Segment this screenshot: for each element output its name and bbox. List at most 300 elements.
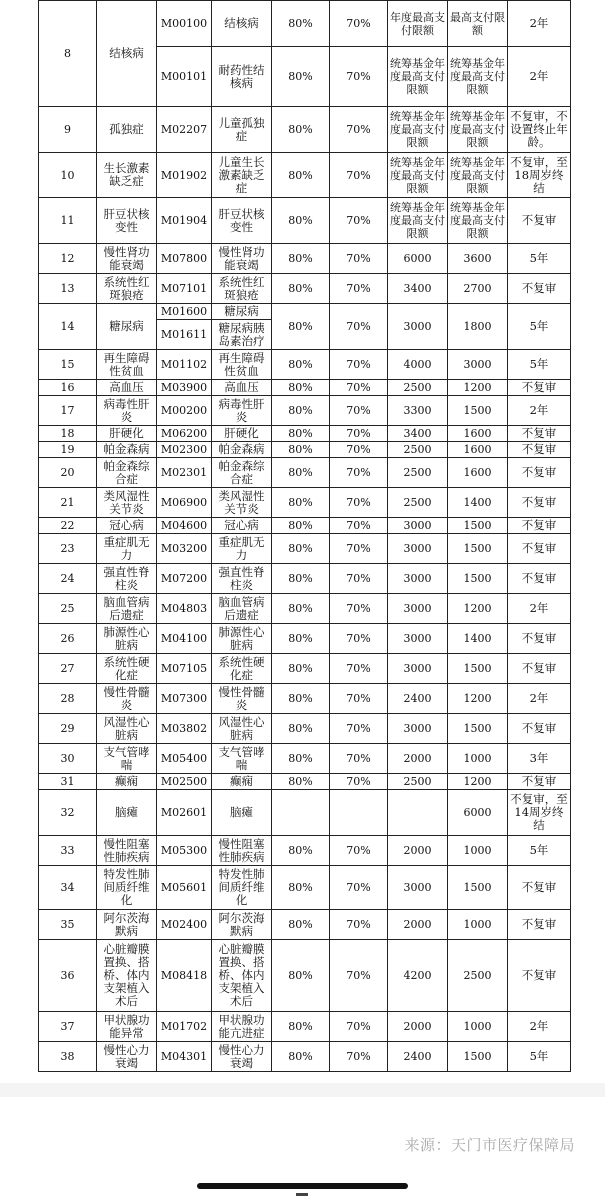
cell-l1: 2500 [388, 442, 448, 458]
cell-r2: 70% [330, 624, 388, 654]
cell-name: 肝豆状核变性 [212, 198, 272, 244]
cell-l2: 1000 [448, 836, 508, 866]
cell-disease: 孤独症 [97, 107, 157, 153]
cell-no: 18 [39, 426, 97, 442]
cell-name: 强直性脊柱炎 [212, 564, 272, 594]
cell-r1: 80% [272, 442, 330, 458]
cell-no: 24 [39, 564, 97, 594]
cell-r2: 70% [330, 744, 388, 774]
cell-r1: 80% [272, 534, 330, 564]
cell-name: 肺源性心脏病 [212, 624, 272, 654]
cell-period: 不复审 [508, 624, 571, 654]
cell-r1: 80% [272, 744, 330, 774]
cell-no: 16 [39, 380, 97, 396]
cell-l1: 3400 [388, 426, 448, 442]
cell-period: 不复审，至14周岁终结 [508, 790, 571, 836]
cell-period: 不复审 [508, 940, 571, 1012]
cell-l1: 3000 [388, 534, 448, 564]
cell-period: 不复审 [508, 198, 571, 244]
cell-name: 支气管哮喘 [212, 744, 272, 774]
bottom-gray-band [0, 1083, 605, 1097]
cell-l1: 2000 [388, 744, 448, 774]
cell-no: 12 [39, 244, 97, 274]
cell-r1: 80% [272, 1042, 330, 1072]
cell-r2: 70% [330, 534, 388, 564]
cell-l2: 1400 [448, 624, 508, 654]
cell-period: 不复审 [508, 458, 571, 488]
cell-r1: 80% [272, 836, 330, 866]
cell-period: 不复审 [508, 442, 571, 458]
cell-period: 3年 [508, 744, 571, 774]
cell-disease: 特发性肺间质纤维化 [97, 866, 157, 910]
cell-r1: 80% [272, 654, 330, 684]
table-row [39, 198, 571, 244]
cell-code: M00100 [157, 1, 212, 47]
cell-disease: 肝豆状核变性 [97, 198, 157, 244]
cell-r2: 70% [330, 836, 388, 866]
cell-code: M07800 [157, 244, 212, 274]
table-row [39, 458, 571, 488]
cell-l2: 统筹基金年度最高支付限额 [448, 198, 508, 244]
table-row [39, 442, 571, 458]
cell-r2: 70% [330, 47, 388, 107]
cell-l2: 1200 [448, 594, 508, 624]
cell-r1: 80% [272, 774, 330, 790]
cell-r2: 70% [330, 350, 388, 380]
cell-disease: 癫痫 [97, 774, 157, 790]
cell-no: 21 [39, 488, 97, 518]
cell-r2: 70% [330, 244, 388, 274]
cell-l1: 3400 [388, 274, 448, 304]
cell-name: 癫痫 [212, 774, 272, 790]
cell-name: 特发性肺间质纤维化 [212, 866, 272, 910]
cell-period: 不复审 [508, 488, 571, 518]
cell-r1: 80% [272, 153, 330, 198]
cell-disease: 帕金森病 [97, 442, 157, 458]
cell-r2: 70% [330, 458, 388, 488]
cell-no: 9 [39, 107, 97, 153]
cell-r1: 80% [272, 107, 330, 153]
cell-r1: 80% [272, 47, 330, 107]
cell-r1: 80% [272, 274, 330, 304]
cell-r2: 70% [330, 1012, 388, 1042]
chronic-disease-table [38, 0, 571, 1072]
cell-name: 慢性骨髓炎 [212, 684, 272, 714]
cell-period: 2年 [508, 594, 571, 624]
cell-r1: 80% [272, 910, 330, 940]
cell-no: 25 [39, 594, 97, 624]
cell-no: 33 [39, 836, 97, 866]
table-row [39, 594, 571, 624]
cell-code: M03900 [157, 380, 212, 396]
cell-period: 不复审 [508, 654, 571, 684]
cell-l2: 1500 [448, 866, 508, 910]
cell-r1: 80% [272, 684, 330, 714]
cell-r2: 70% [330, 654, 388, 684]
table-body [39, 1, 571, 1072]
cell-no: 28 [39, 684, 97, 714]
cell-name: 脑血管病后遗症 [212, 594, 272, 624]
cell-l2: 1500 [448, 534, 508, 564]
cell-disease: 再生障碍性贫血 [97, 350, 157, 380]
cell-r2: 70% [330, 274, 388, 304]
cell-name: 儿童孤独症 [212, 107, 272, 153]
cell-disease: 帕金森综合症 [97, 458, 157, 488]
cell-l2: 1800 [448, 304, 508, 350]
cell-l1: 6000 [388, 244, 448, 274]
cell-disease: 阿尔茨海默病 [97, 910, 157, 940]
cell-disease: 冠心病 [97, 518, 157, 534]
cell-r2: 70% [330, 380, 388, 396]
cell-disease: 重症肌无力 [97, 534, 157, 564]
cell-l2: 1500 [448, 564, 508, 594]
cell-no: 19 [39, 442, 97, 458]
cell-r1: 80% [272, 866, 330, 910]
cell-no: 30 [39, 744, 97, 774]
cell-period: 5年 [508, 304, 571, 350]
cell-disease: 结核病 [97, 1, 157, 107]
cell-l1: 2000 [388, 836, 448, 866]
cell-code: M02601 [157, 790, 212, 836]
cell-no: 11 [39, 198, 97, 244]
cell-r1: 80% [272, 350, 330, 380]
cell-code: M00200 [157, 396, 212, 426]
table-row [39, 534, 571, 564]
cell-l1: 3000 [388, 564, 448, 594]
cell-r2 [330, 790, 388, 836]
cell-code: M05400 [157, 744, 212, 774]
cell-r2: 70% [330, 107, 388, 153]
table-row [39, 107, 571, 153]
cell-l1: 2000 [388, 910, 448, 940]
cell-name: 结核病 [212, 1, 272, 47]
cell-r2: 70% [330, 304, 388, 350]
cell-period: 不复审，至18周岁终结 [508, 153, 571, 198]
table-row [39, 790, 571, 836]
cell-code: M01102 [157, 350, 212, 380]
cell-code: M01904 [157, 198, 212, 244]
cell-r1: 80% [272, 380, 330, 396]
table-row [39, 426, 571, 442]
table-row [39, 304, 571, 320]
cell-r1: 80% [272, 396, 330, 426]
cell-code: M07105 [157, 654, 212, 684]
cell-l2: 1500 [448, 396, 508, 426]
table-row [39, 866, 571, 910]
cell-code: M04301 [157, 1042, 212, 1072]
cell-l1: 3300 [388, 396, 448, 426]
table-row [39, 744, 571, 774]
table-row [39, 564, 571, 594]
cell-period: 2年 [508, 396, 571, 426]
cell-disease: 心脏瓣膜置换、搭桥、体内支架植入术后 [97, 940, 157, 1012]
cell-disease: 慢性骨髓炎 [97, 684, 157, 714]
cell-r2: 70% [330, 518, 388, 534]
cell-l2: 统筹基金年度最高支付限额 [448, 153, 508, 198]
nav-tick [296, 1193, 308, 1196]
cell-period: 不复审 [508, 426, 571, 442]
cell-no: 38 [39, 1042, 97, 1072]
cell-name: 高血压 [212, 380, 272, 396]
cell-name: 糖尿病胰岛素治疗 [212, 320, 272, 350]
table-row [39, 774, 571, 790]
cell-r2: 70% [330, 396, 388, 426]
cell-no: 36 [39, 940, 97, 1012]
cell-no: 32 [39, 790, 97, 836]
cell-name: 糖尿病 [212, 304, 272, 320]
cell-period: 2年 [508, 1, 571, 47]
cell-period: 不复审 [508, 274, 571, 304]
cell-l1: 3000 [388, 594, 448, 624]
cell-no: 17 [39, 396, 97, 426]
cell-code: M07200 [157, 564, 212, 594]
cell-name: 慢性阻塞性肺疾病 [212, 836, 272, 866]
cell-name: 肝硬化 [212, 426, 272, 442]
cell-r2: 70% [330, 774, 388, 790]
cell-r1: 80% [272, 244, 330, 274]
cell-l1: 3000 [388, 866, 448, 910]
cell-r2: 70% [330, 442, 388, 458]
cell-name: 甲状腺功能亢进症 [212, 1012, 272, 1042]
cell-no: 29 [39, 714, 97, 744]
cell-code: M02301 [157, 458, 212, 488]
table-row [39, 380, 571, 396]
cell-l2: 最高支付限额 [448, 1, 508, 47]
table-row [39, 244, 571, 274]
cell-disease: 类风湿性关节炎 [97, 488, 157, 518]
cell-l2: 1600 [448, 442, 508, 458]
cell-code: M01702 [157, 1012, 212, 1042]
cell-code: M04100 [157, 624, 212, 654]
cell-l1: 2400 [388, 1042, 448, 1072]
cell-r1: 80% [272, 624, 330, 654]
cell-code: M04600 [157, 518, 212, 534]
cell-r2: 70% [330, 426, 388, 442]
cell-period: 不复审，不设置终止年龄。 [508, 107, 571, 153]
cell-l2: 1200 [448, 774, 508, 790]
table-row [39, 1042, 571, 1072]
cell-r2: 70% [330, 866, 388, 910]
cell-period: 2年 [508, 1012, 571, 1042]
cell-code: M02400 [157, 910, 212, 940]
cell-code: M08418 [157, 940, 212, 1012]
cell-r2: 70% [330, 153, 388, 198]
cell-disease: 慢性阻塞性肺疾病 [97, 836, 157, 866]
cell-l1: 3000 [388, 624, 448, 654]
cell-period: 2年 [508, 684, 571, 714]
cell-l1: 统筹基金年度最高支付限额 [388, 198, 448, 244]
cell-r1: 80% [272, 458, 330, 488]
table-row [39, 654, 571, 684]
cell-l2: 1500 [448, 1042, 508, 1072]
cell-r1: 80% [272, 564, 330, 594]
cell-no: 13 [39, 274, 97, 304]
cell-period: 不复审 [508, 518, 571, 534]
cell-code: M02207 [157, 107, 212, 153]
table-row [39, 518, 571, 534]
cell-l2: 1500 [448, 518, 508, 534]
cell-no: 34 [39, 866, 97, 910]
table-row [39, 714, 571, 744]
table-row [39, 940, 571, 1012]
cell-r1: 80% [272, 518, 330, 534]
cell-disease: 脑血管病后遗症 [97, 594, 157, 624]
cell-no: 31 [39, 774, 97, 790]
cell-period: 5年 [508, 836, 571, 866]
cell-l1 [388, 790, 448, 836]
cell-r2: 70% [330, 1042, 388, 1072]
cell-r2: 70% [330, 488, 388, 518]
cell-l2: 1000 [448, 1012, 508, 1042]
cell-disease: 系统性硬化症 [97, 654, 157, 684]
cell-period: 不复审 [508, 910, 571, 940]
cell-l2: 1200 [448, 684, 508, 714]
cell-period: 不复审 [508, 564, 571, 594]
cell-r1: 80% [272, 426, 330, 442]
table-row [39, 396, 571, 426]
cell-no: 14 [39, 304, 97, 350]
cell-name: 心脏瓣膜置换、搭桥、体内支架植入术后 [212, 940, 272, 1012]
cell-no: 22 [39, 518, 97, 534]
cell-l1: 2000 [388, 1012, 448, 1042]
cell-r1: 80% [272, 488, 330, 518]
cell-l2: 统筹基金年度最高支付限额 [448, 47, 508, 107]
cell-name: 耐药性结核病 [212, 47, 272, 107]
cell-code: M01902 [157, 153, 212, 198]
cell-no: 27 [39, 654, 97, 684]
cell-l2: 3000 [448, 350, 508, 380]
cell-r2: 70% [330, 684, 388, 714]
cell-r1: 80% [272, 594, 330, 624]
cell-code: M07101 [157, 274, 212, 304]
cell-disease: 系统性红斑狼疮 [97, 274, 157, 304]
cell-code: M01600 [157, 304, 212, 320]
cell-code: M05601 [157, 866, 212, 910]
cell-l1: 4200 [388, 940, 448, 1012]
cell-l1: 3000 [388, 654, 448, 684]
table-row [39, 1, 571, 47]
cell-l2: 1500 [448, 714, 508, 744]
cell-l1: 3000 [388, 518, 448, 534]
cell-r1 [272, 790, 330, 836]
cell-code: M03802 [157, 714, 212, 744]
cell-code: M02500 [157, 774, 212, 790]
cell-code: M07300 [157, 684, 212, 714]
cell-name: 再生障碍性贫血 [212, 350, 272, 380]
cell-no: 35 [39, 910, 97, 940]
source-caption: 来源：天门市医疗保障局 [404, 1136, 575, 1154]
cell-disease: 支气管哮喘 [97, 744, 157, 774]
cell-l2: 2500 [448, 940, 508, 1012]
cell-disease: 风湿性心脏病 [97, 714, 157, 744]
cell-l1: 统筹基金年度最高支付限额 [388, 153, 448, 198]
cell-name: 风湿性心脏病 [212, 714, 272, 744]
cell-l1: 2500 [388, 774, 448, 790]
cell-no: 37 [39, 1012, 97, 1042]
cell-no: 10 [39, 153, 97, 198]
cell-r2: 70% [330, 198, 388, 244]
cell-name: 病毒性肝炎 [212, 396, 272, 426]
cell-code: M04803 [157, 594, 212, 624]
cell-disease: 高血压 [97, 380, 157, 396]
cell-l2: 1600 [448, 458, 508, 488]
cell-name: 阿尔茨海默病 [212, 910, 272, 940]
cell-l2: 6000 [448, 790, 508, 836]
cell-code: M01611 [157, 320, 212, 350]
cell-period: 5年 [508, 350, 571, 380]
cell-period: 不复审 [508, 534, 571, 564]
cell-l1: 2500 [388, 488, 448, 518]
cell-l1: 统筹基金年度最高支付限额 [388, 107, 448, 153]
cell-no: 26 [39, 624, 97, 654]
cell-period: 5年 [508, 244, 571, 274]
cell-name: 系统性红斑狼疮 [212, 274, 272, 304]
cell-disease: 强直性脊柱炎 [97, 564, 157, 594]
cell-r2: 70% [330, 564, 388, 594]
cell-name: 脑瘫 [212, 790, 272, 836]
cell-name: 重症肌无力 [212, 534, 272, 564]
cell-no: 20 [39, 458, 97, 488]
cell-r1: 80% [272, 714, 330, 744]
cell-r2: 70% [330, 1, 388, 47]
cell-l2: 3600 [448, 244, 508, 274]
table-row [39, 153, 571, 198]
cell-code: M02300 [157, 442, 212, 458]
cell-r2: 70% [330, 940, 388, 1012]
cell-name: 系统性硬化症 [212, 654, 272, 684]
table-row [39, 1012, 571, 1042]
cell-l1: 2500 [388, 380, 448, 396]
cell-disease: 糖尿病 [97, 304, 157, 350]
cell-name: 儿童生长激素缺乏症 [212, 153, 272, 198]
cell-l1: 2500 [388, 458, 448, 488]
cell-l1: 统筹基金年度最高支付限额 [388, 47, 448, 107]
cell-code: M00101 [157, 47, 212, 107]
cell-no: 15 [39, 350, 97, 380]
cell-r2: 70% [330, 594, 388, 624]
cell-r2: 70% [330, 910, 388, 940]
cell-disease: 肺源性心脏病 [97, 624, 157, 654]
cell-l2: 1000 [448, 744, 508, 774]
cell-period: 不复审 [508, 774, 571, 790]
cell-disease: 肝硬化 [97, 426, 157, 442]
cell-disease: 脑瘫 [97, 790, 157, 836]
cell-period: 2年 [508, 47, 571, 107]
cell-r1: 80% [272, 940, 330, 1012]
table-row [39, 488, 571, 518]
cell-l1: 年度最高支付限额 [388, 1, 448, 47]
cell-name: 冠心病 [212, 518, 272, 534]
table-row [39, 274, 571, 304]
cell-period: 不复审 [508, 866, 571, 910]
cell-period: 5年 [508, 1042, 571, 1072]
cell-disease: 生长激素缺乏症 [97, 153, 157, 198]
cell-l2: 1400 [448, 488, 508, 518]
cell-l1: 3000 [388, 714, 448, 744]
table-row [39, 836, 571, 866]
cell-name: 帕金森病 [212, 442, 272, 458]
table-row [39, 624, 571, 654]
home-indicator[interactable] [197, 1183, 408, 1189]
cell-l1: 2400 [388, 684, 448, 714]
cell-period: 不复审 [508, 380, 571, 396]
cell-period: 不复审 [508, 714, 571, 744]
cell-l2: 1500 [448, 654, 508, 684]
cell-l2: 1200 [448, 380, 508, 396]
cell-name: 类风湿性关节炎 [212, 488, 272, 518]
cell-disease: 慢性肾功能衰竭 [97, 244, 157, 274]
cell-l2: 1600 [448, 426, 508, 442]
